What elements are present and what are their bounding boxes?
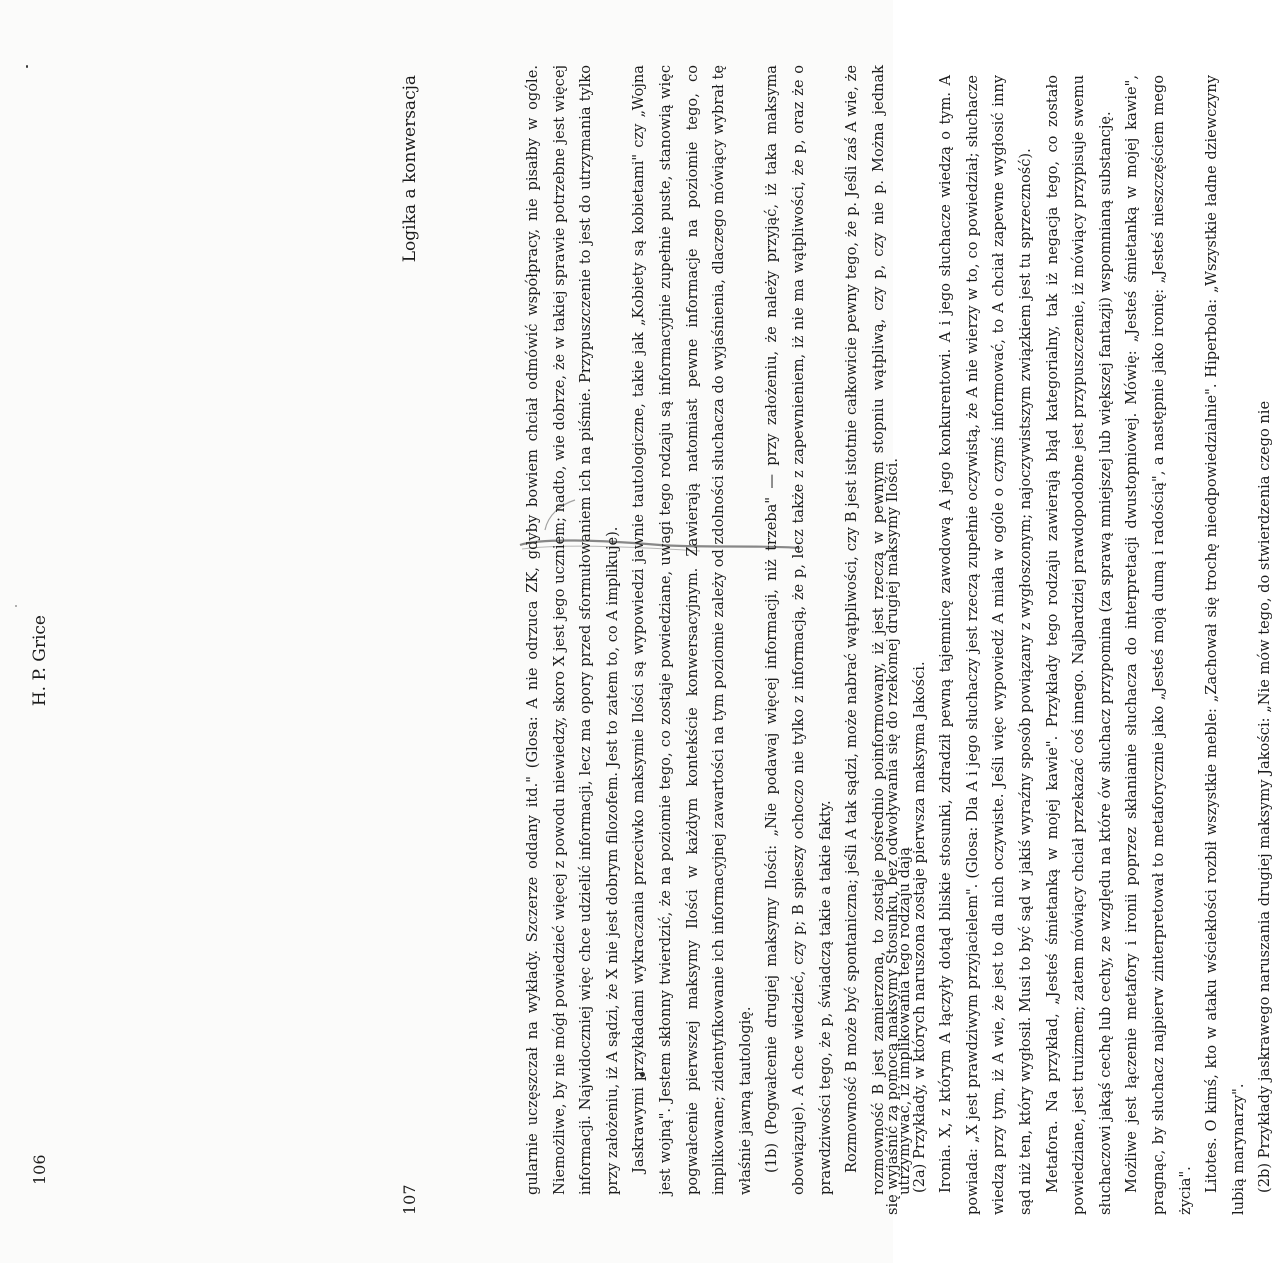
paragraph: (2b) Przykłady jaskrawego naruszania drugiej maksymy Jakości: „Nie mów tego, do stwierdzenia czego nie: [1256, 400, 1274, 1193]
running-head-grice: H. P. Grice: [30, 615, 50, 707]
paragraph: Ironia. X, z którym A łączyły dotąd bliskie stosunki, zdradził pewną tajemnicę zawodową A jego konkurentowi. A i jego słuchacze wiedzą o tym. A powiada: „X jest prawdziwym przyjacielem". (Glosa: Dla A i jego słuchaczy jest rzeczą zupełnie oczywistą, że A nie wierzy w to, co powiedział; słuchacze wiedzą przy tym, iż A wie, że jest to dla nich oczywiste. Jeśli więc wypowiedź A miała w ogóle o czymś informować, to A chciał zapewne wygłosić inny sąd niż ten, który wygłosił. Musi to być sąd w jakiś wyraźny sposób powiązany z wygłoszonym; najoczywistszym związkiem jest tu sprzeczność).: [937, 75, 1034, 1215]
page-107-head: [400, 65, 420, 1215]
paragraph: gularnie uczęszczał na wykłady. Szczerze oddany itd." (Glosa: A nie odrzuca ZK, gdyby bowiem chciał odmówić współpracy, nie pisałby w ogóle. Niemożliwe, by nie mógł powiedzieć więcej z powodu niewiedzy, skoro X jest jego uczniem; nadto, wie dobrze, że w takiej sprawie potrzebne jest więcej informacji. Najwidoczniej więc chce udzielić informacji, lecz ma opory przed sformułowaniem ich na piśmie. Przypuszczenie to jest do utrzymania tylko przy założeniu, iż A sądzi, że X nie jest dobrym filozofem. Jest to zatem to, co A implikuje).: [524, 65, 621, 1195]
paragraph: (2a) Przykłady, w których naruszona zostaje pierwsza maksyma Jakości.: [910, 661, 928, 1193]
paragraph: Metafora. Na przykład, „Jesteś śmietanką w mojej kawie". Przykłady tego rodzaju zawierają błąd kategorialny, tak iż negacja tego, co zostało powiedziane, jest truizmem; zatem mówiący chciał przekazać coś innego. Najbardziej prawdopodobne jest przypuszczenie, iż mówiący przypisuje swemu słuchaczowi jakąś cechę lub cechy, ze względu na które ów słuchacz przypomina (za sprawą mniejszej lub większej fantazji) wspomnianą substancję.: [1043, 75, 1114, 1215]
running-head-logika: Logika a konwersacja: [400, 75, 420, 263]
paragraph: Jaskrawymi przykładami wykraczania przeciwko maksymie Ilości są wypowiedzi jawnie tautologiczne, takie jak „Kobiety są kobietami" czy „Wojna jest wojną". Jestem skłonny twierdzić, że na poziomie tego, co zostaje powiedziane, uwagi tego rodzaju są informacyjnie zupełnie puste, stanowią więc pogwałcenie pierwszej maksymy Ilości w każdym kontekście konwersacyjnym. Zawierają natomiast pewne informacje na poziomie tego, co implikowane; zidentyfikowanie ich informacyjnej zawartości na tym poziomie zależy od zdolności słuchacza do wyjaśnienia, dlaczego mówiący wybrał tę właśnie jawną tautologię.: [630, 65, 754, 1195]
page-number-107: 107: [400, 1184, 419, 1215]
paragraph: Możliwe jest łączenie metafory i ironii poprzez skłanianie słuchacza do interpretacji dwustopniowej. Mówię: „Jesteś śmietanką w mojej kawie", pragnąc, by słuchacz najpierw zinterpretował to metaforycznie jako „Jesteś moją dumą i radością", a następnie jako ironię: „Jesteś nieszczęściem mego życia".: [1123, 75, 1194, 1215]
text-column-left-body: [520, 65, 919, 1195]
page-106-text: [520, 55, 919, 1195]
page-number-106: 106: [30, 1154, 49, 1185]
scan-speck: [26, 65, 28, 68]
scan-speck: [15, 605, 17, 607]
page-106-head: [30, 55, 50, 1195]
page-107-text: [880, 65, 1279, 1215]
paragraph: się wyjaśnić za pomocą maksymy Stosunku, bez odwoływania się do rzekomej drugiej maksymy Ilości.: [884, 458, 901, 1215]
text-column-right-body: [880, 75, 1279, 1215]
paragraph: (1b) (Pogwałcenie drugiej maksymy Ilości: „Nie podawaj więcej informacji, niż trzeba" — przy założeniu, że należy przyjąć, iż taka maksyma obowiązuje). A chce wiedzieć, czy p; B spieszy ochoczo nie tylko z informacją, że p, lecz także z zapewnieniem, iż nie ma wątpliwości, że p, oraz że o prawdziwości tego, że p, świadczą takie a takie fakty.: [763, 65, 834, 1195]
paragraph: Litotes. O kimś, kto w ataku wściekłości rozbił wszystkie meble: „Zachował się trochę nieodpowiedzialnie". Hiperbola: „Wszystkie ładne dziewczyny lubią marynarzy".: [1203, 75, 1247, 1215]
paragraph: Rozmowność B może być spontaniczna; jeśli A tak sądzi, może nabrać wątpliwości, czy B jest istotnie całkowicie pewny tego, że p. Jeśli zaś A wie, że rozmowność B jest zamierzona, to zostaje pośrednio poinformowany, iż jest rzeczą w pewnym stopniu wątpliwą, czy p, czy nie p. Można jednak utrzymywać, iż implikowania tego rodzaju dają: [843, 65, 914, 1195]
